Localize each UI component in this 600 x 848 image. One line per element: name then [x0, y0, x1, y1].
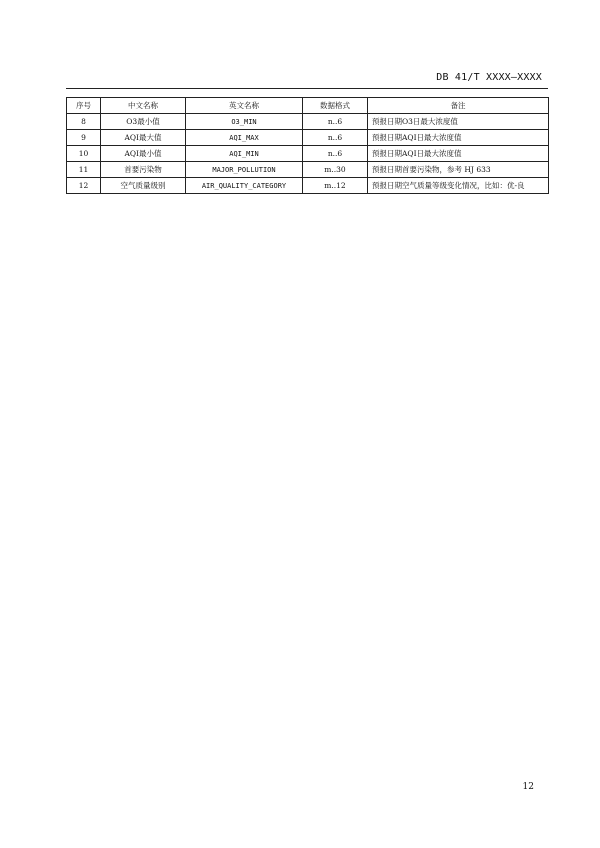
cell-no: 8: [67, 114, 101, 130]
cell-en-name: AIR_QUALITY_CATEGORY: [186, 178, 303, 194]
column-header-cn-name: 中文名称: [101, 98, 186, 114]
data-field-table: [66, 97, 549, 194]
cell-note: 预报日期空气质量等级变化情况，比如：优-良: [368, 178, 549, 194]
cell-en-name: AQI_MIN: [186, 146, 303, 162]
column-header-format: 数据格式: [303, 98, 368, 114]
cell-cn-name: 空气质量级别: [101, 178, 186, 194]
cell-note: 预报日期AQI日最大浓度值: [368, 130, 549, 146]
cell-cn-name: AQI最小值: [101, 146, 186, 162]
page-number: 12: [522, 782, 534, 792]
cell-no: 12: [67, 178, 101, 194]
cell-en-name: AQI_MAX: [186, 130, 303, 146]
column-header-en-name: 英文名称: [186, 98, 303, 114]
table-row: [67, 114, 549, 130]
cell-no: 9: [67, 130, 101, 146]
cell-format: n..6: [303, 146, 368, 162]
table-header-row: [67, 98, 549, 114]
cell-cn-name: 首要污染物: [101, 162, 186, 178]
header-rule: [66, 88, 548, 89]
cell-format: m..12: [303, 178, 368, 194]
cell-format: n..6: [303, 130, 368, 146]
cell-no: 11: [67, 162, 101, 178]
cell-en-name: O3_MIN: [186, 114, 303, 130]
cell-note: 预报日期首要污染物，参考 HJ 633: [368, 162, 549, 178]
cell-en-name: MAJOR_POLLUTION: [186, 162, 303, 178]
cell-no: 10: [67, 146, 101, 162]
table-row: [67, 162, 549, 178]
column-header-no: 序号: [67, 98, 101, 114]
cell-format: m..30: [303, 162, 368, 178]
cell-note: 预报日期AQI日最大浓度值: [368, 146, 549, 162]
cell-cn-name: O3最小值: [101, 114, 186, 130]
cell-note: 预报日期O3日最大浓度值: [368, 114, 549, 130]
column-header-note: 备注: [368, 98, 549, 114]
table-row: [67, 146, 549, 162]
table-row: [67, 130, 549, 146]
table-row: [67, 178, 549, 194]
cell-format: n..6: [303, 114, 368, 130]
document-code: DB 41/T XXXX—XXXX: [436, 72, 542, 83]
cell-cn-name: AQI最大值: [101, 130, 186, 146]
